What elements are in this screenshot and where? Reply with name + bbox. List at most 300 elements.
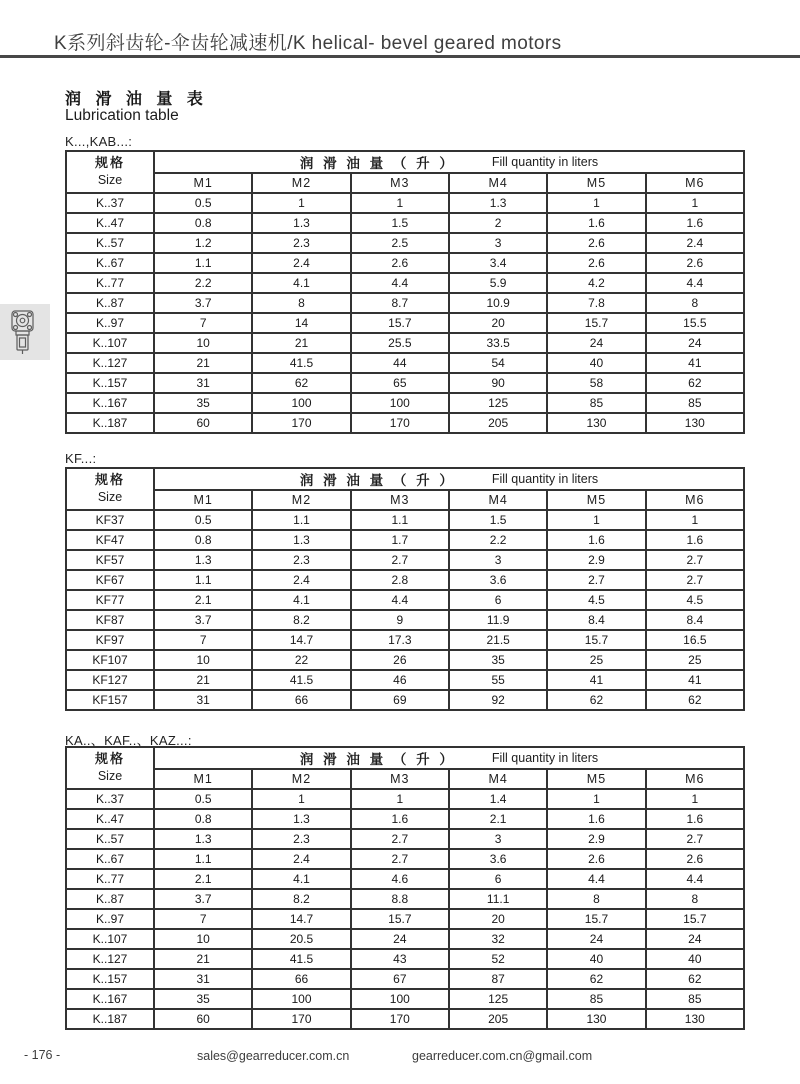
- value-cell: 125: [449, 393, 547, 413]
- value-cell: 60: [154, 413, 252, 433]
- value-cell: 3: [449, 233, 547, 253]
- value-cell: 20: [449, 313, 547, 333]
- value-cell: 8.2: [252, 610, 350, 630]
- table-row: [66, 809, 744, 829]
- value-cell: 4.1: [252, 273, 350, 293]
- size-header-en: Size: [97, 769, 123, 784]
- value-cell: 14: [252, 313, 350, 333]
- value-cell: 130: [547, 413, 645, 433]
- value-cell: 90: [449, 373, 547, 393]
- value-cell: 11.1: [449, 889, 547, 909]
- value-cell: 26: [351, 650, 449, 670]
- value-cell: 85: [646, 393, 744, 413]
- value-cell: 4.2: [547, 273, 645, 293]
- value-cell: 32: [449, 929, 547, 949]
- value-cell: 15.7: [547, 909, 645, 929]
- table-row: [66, 630, 744, 650]
- table-row: [66, 253, 744, 273]
- value-cell: 24: [547, 929, 645, 949]
- header-divider: [0, 55, 800, 58]
- column-header-m4: M4: [449, 490, 547, 510]
- lubrication-table-kab: [65, 150, 745, 434]
- column-header-m2: M2: [252, 173, 350, 193]
- value-cell: 0.8: [154, 809, 252, 829]
- value-cell: 1.1: [351, 510, 449, 530]
- value-cell: 4.5: [646, 590, 744, 610]
- table-row: [66, 690, 744, 710]
- value-cell: 21: [252, 333, 350, 353]
- value-cell: 2.8: [351, 570, 449, 590]
- size-cell: K..107: [66, 333, 154, 353]
- value-cell: 4.4: [351, 273, 449, 293]
- value-cell: 24: [646, 333, 744, 353]
- table-row: [66, 789, 744, 809]
- value-cell: 2.3: [252, 550, 350, 570]
- value-cell: 1.7: [351, 530, 449, 550]
- value-cell: 41: [547, 670, 645, 690]
- lubrication-table-ka-kaf-kaz: [65, 746, 745, 1030]
- size-cell: KF107: [66, 650, 154, 670]
- value-cell: 52: [449, 949, 547, 969]
- value-cell: 10: [154, 333, 252, 353]
- value-cell: 15.7: [351, 909, 449, 929]
- value-cell: 15.7: [547, 313, 645, 333]
- table-row: [66, 909, 744, 929]
- value-cell: 2.9: [547, 829, 645, 849]
- value-cell: 2.2: [154, 273, 252, 293]
- value-cell: 2.6: [646, 253, 744, 273]
- value-cell: 1.3: [252, 530, 350, 550]
- table-row: [66, 353, 744, 373]
- size-header-cell: [66, 151, 154, 193]
- value-cell: 41: [646, 670, 744, 690]
- value-cell: 15.7: [351, 313, 449, 333]
- table-row: [66, 829, 744, 849]
- value-cell: 40: [547, 353, 645, 373]
- value-cell: 3: [449, 829, 547, 849]
- value-cell: 85: [547, 393, 645, 413]
- column-header-m3: M3: [351, 173, 449, 193]
- value-cell: 3: [449, 550, 547, 570]
- table-row: [66, 293, 744, 313]
- table-row: [66, 989, 744, 1009]
- table-row: [66, 590, 744, 610]
- size-cell: K..77: [66, 273, 154, 293]
- value-cell: 10.9: [449, 293, 547, 313]
- value-cell: 1: [547, 510, 645, 530]
- value-cell: 5.9: [449, 273, 547, 293]
- data-table: [65, 150, 745, 434]
- footer-email-sales: sales@gearreducer.com.cn: [197, 1049, 350, 1063]
- value-cell: 31: [154, 373, 252, 393]
- column-header-m1: M1: [154, 769, 252, 789]
- value-cell: 21: [154, 670, 252, 690]
- value-cell: 2.1: [154, 869, 252, 889]
- value-cell: 41.5: [252, 353, 350, 373]
- value-cell: 100: [351, 989, 449, 1009]
- size-cell: K..107: [66, 929, 154, 949]
- size-cell: K..37: [66, 193, 154, 213]
- value-cell: 8.4: [547, 610, 645, 630]
- size-cell: K..127: [66, 949, 154, 969]
- value-cell: 14.7: [252, 909, 350, 929]
- value-cell: 130: [646, 413, 744, 433]
- value-cell: 1.4: [449, 789, 547, 809]
- fill-quantity-header-cell: [154, 747, 744, 769]
- gearmotor-icon: [7, 308, 39, 356]
- value-cell: 170: [351, 413, 449, 433]
- size-header-en: Size: [97, 173, 123, 188]
- value-cell: 24: [547, 333, 645, 353]
- table-row: [66, 670, 744, 690]
- column-header-m2: M2: [252, 490, 350, 510]
- data-table: [65, 746, 745, 1030]
- value-cell: 10: [154, 929, 252, 949]
- value-cell: 130: [547, 1009, 645, 1029]
- value-cell: 15.7: [547, 630, 645, 650]
- value-cell: 2.6: [547, 233, 645, 253]
- value-cell: 3.4: [449, 253, 547, 273]
- value-cell: 1: [646, 789, 744, 809]
- value-cell: 15.7: [646, 909, 744, 929]
- product-thumbnail: [0, 304, 50, 360]
- value-cell: 4.1: [252, 590, 350, 610]
- value-cell: 2.4: [252, 570, 350, 590]
- table-row: [66, 233, 744, 253]
- value-cell: 0.5: [154, 193, 252, 213]
- size-cell: K..67: [66, 849, 154, 869]
- value-cell: 1.3: [252, 809, 350, 829]
- table-row: [66, 373, 744, 393]
- table-row: [66, 610, 744, 630]
- value-cell: 8: [547, 889, 645, 909]
- value-cell: 2.1: [449, 809, 547, 829]
- size-header-cell: [66, 468, 154, 510]
- value-cell: 24: [646, 929, 744, 949]
- value-cell: 1: [252, 789, 350, 809]
- size-cell: K..57: [66, 233, 154, 253]
- value-cell: 24: [351, 929, 449, 949]
- size-cell: K..77: [66, 869, 154, 889]
- value-cell: 7.8: [547, 293, 645, 313]
- value-cell: 55: [449, 670, 547, 690]
- size-header-en: Size: [97, 490, 123, 505]
- value-cell: 3.7: [154, 610, 252, 630]
- value-cell: 58: [547, 373, 645, 393]
- column-header-m4: M4: [449, 173, 547, 193]
- value-cell: 25: [547, 650, 645, 670]
- value-cell: 100: [351, 393, 449, 413]
- value-cell: 2.2: [449, 530, 547, 550]
- value-cell: 69: [351, 690, 449, 710]
- value-cell: 31: [154, 690, 252, 710]
- value-cell: 1: [351, 789, 449, 809]
- value-cell: 3.7: [154, 889, 252, 909]
- value-cell: 21.5: [449, 630, 547, 650]
- value-cell: 67: [351, 969, 449, 989]
- fill-header-en: Fill quantity in liters: [491, 751, 599, 765]
- table-row: [66, 313, 744, 333]
- size-cell: K..47: [66, 213, 154, 233]
- column-header-m5: M5: [547, 769, 645, 789]
- column-header-m1: M1: [154, 173, 252, 193]
- value-cell: 62: [646, 373, 744, 393]
- value-cell: 8.8: [351, 889, 449, 909]
- size-cell: K..127: [66, 353, 154, 373]
- fill-quantity-header-cell: [154, 468, 744, 490]
- value-cell: 35: [154, 989, 252, 1009]
- value-cell: 40: [646, 949, 744, 969]
- value-cell: 2.6: [547, 849, 645, 869]
- table-row: [66, 969, 744, 989]
- value-cell: 62: [646, 969, 744, 989]
- value-cell: 1.6: [547, 809, 645, 829]
- value-cell: 0.5: [154, 510, 252, 530]
- size-cell: K..57: [66, 829, 154, 849]
- size-cell: K..67: [66, 253, 154, 273]
- lubrication-table-kf: [65, 467, 745, 711]
- fill-header-en: Fill quantity in liters: [491, 155, 599, 169]
- table-row: [66, 949, 744, 969]
- value-cell: 2.7: [351, 829, 449, 849]
- value-cell: 1.3: [154, 550, 252, 570]
- value-cell: 43: [351, 949, 449, 969]
- value-cell: 100: [252, 989, 350, 1009]
- value-cell: 2.7: [547, 570, 645, 590]
- size-cell: KF57: [66, 550, 154, 570]
- table-row: [66, 550, 744, 570]
- value-cell: 15.5: [646, 313, 744, 333]
- value-cell: 4.4: [646, 869, 744, 889]
- table-row: [66, 510, 744, 530]
- column-header-m4: M4: [449, 769, 547, 789]
- value-cell: 2: [449, 213, 547, 233]
- value-cell: 41.5: [252, 670, 350, 690]
- column-header-m5: M5: [547, 490, 645, 510]
- value-cell: 1: [351, 193, 449, 213]
- size-cell: KF127: [66, 670, 154, 690]
- section-title-en: Lubrication table: [65, 107, 179, 124]
- size-cell: KF87: [66, 610, 154, 630]
- value-cell: 1.1: [252, 510, 350, 530]
- value-cell: 7: [154, 909, 252, 929]
- value-cell: 1.2: [154, 233, 252, 253]
- value-cell: 0.5: [154, 789, 252, 809]
- value-cell: 65: [351, 373, 449, 393]
- value-cell: 3.6: [449, 570, 547, 590]
- value-cell: 92: [449, 690, 547, 710]
- value-cell: 0.8: [154, 530, 252, 550]
- size-cell: K..157: [66, 373, 154, 393]
- value-cell: 8: [646, 293, 744, 313]
- size-cell: K..167: [66, 989, 154, 1009]
- column-header-m2: M2: [252, 769, 350, 789]
- value-cell: 1.3: [449, 193, 547, 213]
- value-cell: 130: [646, 1009, 744, 1029]
- table-row: [66, 193, 744, 213]
- value-cell: 66: [252, 969, 350, 989]
- size-cell: K..157: [66, 969, 154, 989]
- value-cell: 2.4: [252, 849, 350, 869]
- value-cell: 8.7: [351, 293, 449, 313]
- table-row: [66, 273, 744, 293]
- value-cell: 2.7: [646, 829, 744, 849]
- value-cell: 1.6: [351, 809, 449, 829]
- value-cell: 33.5: [449, 333, 547, 353]
- table-label-ka-kaf-kaz: KA..、KAF..、KAZ...:: [65, 733, 192, 748]
- value-cell: 4.5: [547, 590, 645, 610]
- value-cell: 21: [154, 949, 252, 969]
- value-cell: 7: [154, 313, 252, 333]
- value-cell: 20: [449, 909, 547, 929]
- size-cell: K..87: [66, 889, 154, 909]
- column-header-m3: M3: [351, 490, 449, 510]
- value-cell: 25: [646, 650, 744, 670]
- value-cell: 14.7: [252, 630, 350, 650]
- column-header-m3: M3: [351, 769, 449, 789]
- value-cell: 8: [646, 889, 744, 909]
- value-cell: 1.1: [154, 570, 252, 590]
- value-cell: 20.5: [252, 929, 350, 949]
- value-cell: 10: [154, 650, 252, 670]
- value-cell: 2.7: [646, 550, 744, 570]
- value-cell: 8: [252, 293, 350, 313]
- page-number: - 176 -: [24, 1048, 61, 1062]
- size-cell: K..167: [66, 393, 154, 413]
- value-cell: 7: [154, 630, 252, 650]
- value-cell: 1.5: [351, 213, 449, 233]
- table-label-kab: K...,KAB...:: [65, 134, 133, 149]
- value-cell: 62: [252, 373, 350, 393]
- value-cell: 66: [252, 690, 350, 710]
- data-table: [65, 467, 745, 711]
- page-title: K系列斜齿轮-伞齿轮减速机/K helical- bevel geared motors: [54, 33, 562, 54]
- value-cell: 1: [547, 789, 645, 809]
- size-header-cell: [66, 747, 154, 789]
- table-row: [66, 849, 744, 869]
- value-cell: 1.6: [547, 530, 645, 550]
- size-cell: K..187: [66, 413, 154, 433]
- value-cell: 2.3: [252, 233, 350, 253]
- size-header-zh: 规格: [94, 751, 125, 767]
- value-cell: 9: [351, 610, 449, 630]
- table-label-kf: KF...:: [65, 451, 97, 466]
- value-cell: 40: [547, 949, 645, 969]
- table-row: [66, 393, 744, 413]
- value-cell: 35: [154, 393, 252, 413]
- value-cell: 205: [449, 413, 547, 433]
- value-cell: 3.7: [154, 293, 252, 313]
- value-cell: 1.6: [646, 809, 744, 829]
- value-cell: 85: [547, 989, 645, 1009]
- value-cell: 62: [547, 690, 645, 710]
- fill-header-zh: 润 滑 油 量 （ 升 ）: [299, 156, 456, 171]
- value-cell: 2.6: [547, 253, 645, 273]
- value-cell: 2.3: [252, 829, 350, 849]
- value-cell: 4.4: [547, 869, 645, 889]
- value-cell: 170: [351, 1009, 449, 1029]
- value-cell: 1.5: [449, 510, 547, 530]
- footer-email-gmail: gearreducer.com.cn@gmail.com: [412, 1049, 593, 1063]
- value-cell: 4.6: [351, 869, 449, 889]
- size-cell: K..187: [66, 1009, 154, 1029]
- value-cell: 1.1: [154, 849, 252, 869]
- size-header-zh: 规格: [94, 472, 125, 488]
- size-cell: K..87: [66, 293, 154, 313]
- size-header-zh: 规格: [94, 155, 125, 171]
- table-row: [66, 530, 744, 550]
- value-cell: 85: [646, 989, 744, 1009]
- size-cell: K..47: [66, 809, 154, 829]
- section-title-zh: 润 滑 油 量 表: [65, 91, 208, 108]
- value-cell: 22: [252, 650, 350, 670]
- table-row: [66, 1009, 744, 1029]
- value-cell: 1: [252, 193, 350, 213]
- value-cell: 6: [449, 869, 547, 889]
- value-cell: 4.4: [351, 590, 449, 610]
- value-cell: 170: [252, 413, 350, 433]
- value-cell: 1: [547, 193, 645, 213]
- size-cell: K..37: [66, 789, 154, 809]
- column-header-m5: M5: [547, 173, 645, 193]
- value-cell: 2.7: [646, 570, 744, 590]
- value-cell: 8.2: [252, 889, 350, 909]
- size-cell: K..97: [66, 909, 154, 929]
- size-cell: K..97: [66, 313, 154, 333]
- table-row: [66, 889, 744, 909]
- value-cell: 16.5: [646, 630, 744, 650]
- column-header-m6: M6: [646, 769, 744, 789]
- size-cell: KF37: [66, 510, 154, 530]
- value-cell: 205: [449, 1009, 547, 1029]
- value-cell: 4.1: [252, 869, 350, 889]
- value-cell: 3.6: [449, 849, 547, 869]
- table-row: [66, 929, 744, 949]
- value-cell: 4.4: [646, 273, 744, 293]
- value-cell: 2.5: [351, 233, 449, 253]
- value-cell: 1.6: [547, 213, 645, 233]
- value-cell: 170: [252, 1009, 350, 1029]
- value-cell: 1.3: [252, 213, 350, 233]
- fill-quantity-header-cell: [154, 151, 744, 173]
- table-row: [66, 650, 744, 670]
- column-header-m6: M6: [646, 490, 744, 510]
- value-cell: 2.6: [646, 849, 744, 869]
- value-cell: 2.4: [646, 233, 744, 253]
- value-cell: 1: [646, 193, 744, 213]
- table-row: [66, 570, 744, 590]
- value-cell: 35: [449, 650, 547, 670]
- value-cell: 2.6: [351, 253, 449, 273]
- value-cell: 1.1: [154, 253, 252, 273]
- table-row: [66, 869, 744, 889]
- value-cell: 25.5: [351, 333, 449, 353]
- size-cell: KF47: [66, 530, 154, 550]
- value-cell: 2.9: [547, 550, 645, 570]
- value-cell: 1.6: [646, 530, 744, 550]
- value-cell: 1: [646, 510, 744, 530]
- value-cell: 125: [449, 989, 547, 1009]
- fill-header-zh: 润 滑 油 量 （ 升 ）: [299, 473, 456, 488]
- column-header-m1: M1: [154, 490, 252, 510]
- value-cell: 46: [351, 670, 449, 690]
- value-cell: 21: [154, 353, 252, 373]
- size-cell: KF77: [66, 590, 154, 610]
- fill-header-zh: 润 滑 油 量 （ 升 ）: [299, 752, 456, 767]
- value-cell: 60: [154, 1009, 252, 1029]
- table-row: [66, 333, 744, 353]
- value-cell: 31: [154, 969, 252, 989]
